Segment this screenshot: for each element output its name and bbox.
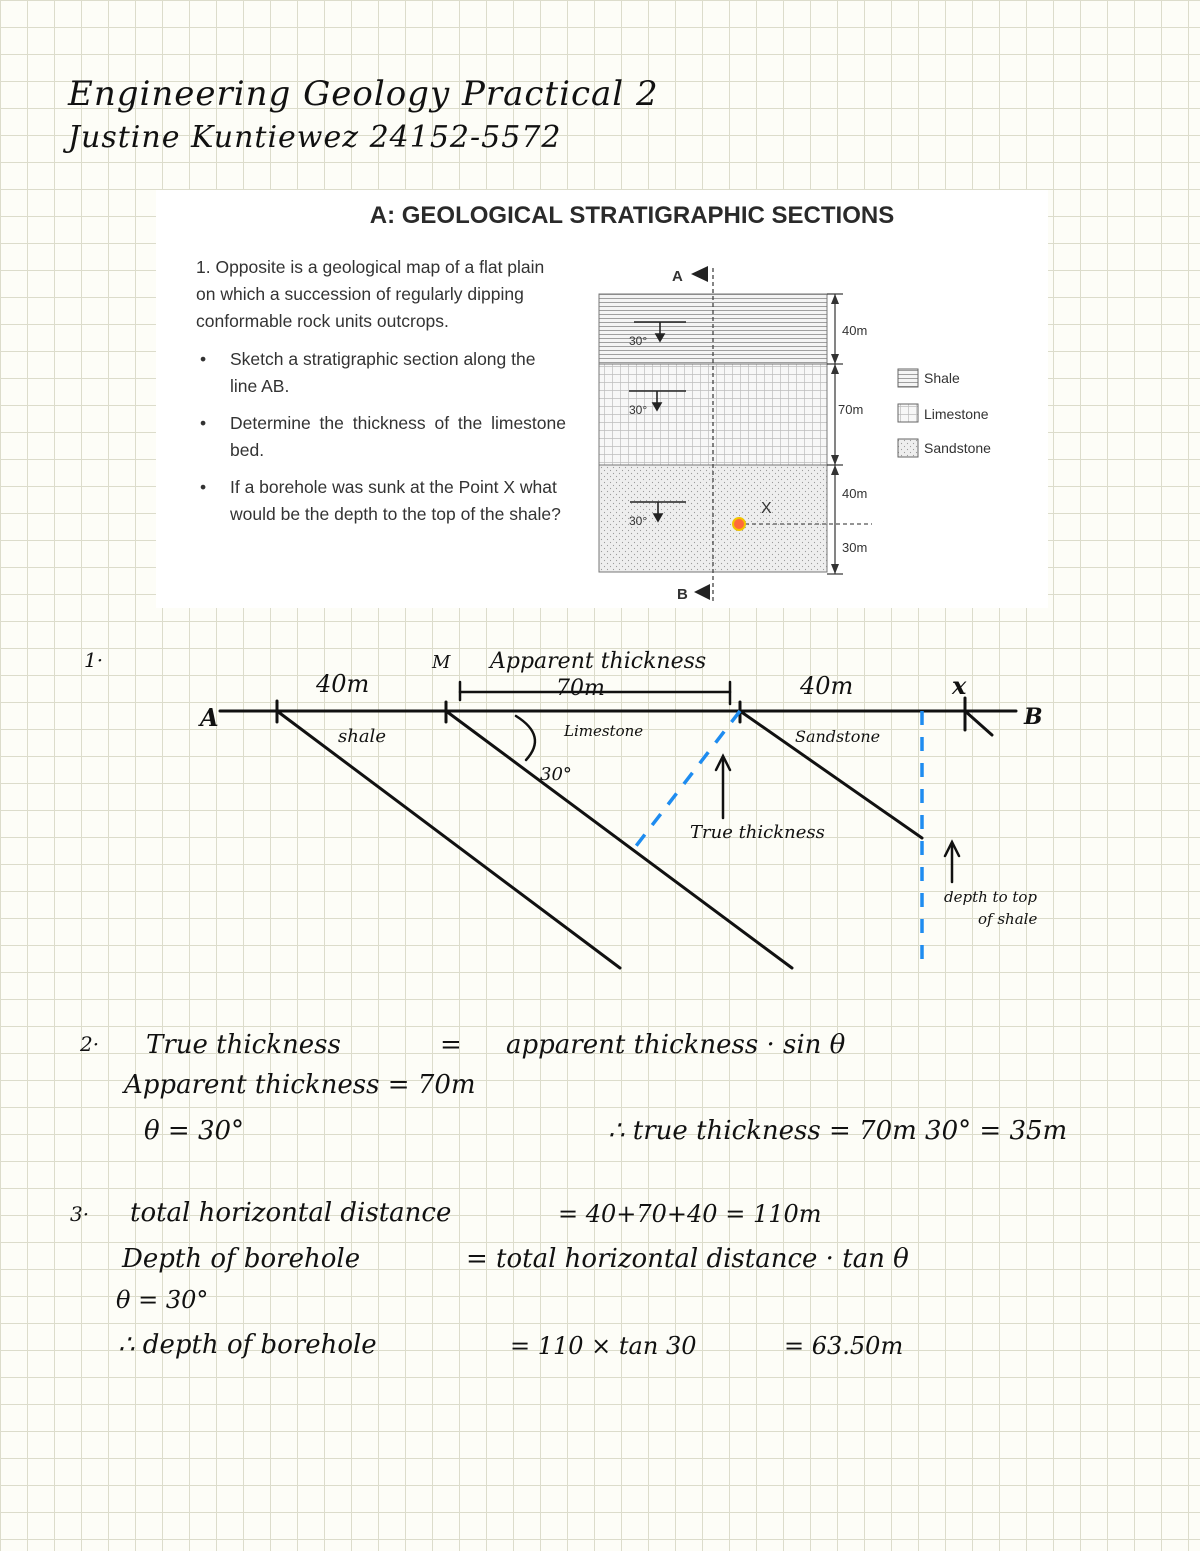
equation-text: True thickness — [146, 1030, 341, 1060]
dimension-label: 40m — [842, 486, 868, 501]
equation-text: = total horizontal distance · tan θ — [466, 1244, 909, 1274]
question-number: 1· — [84, 648, 104, 672]
equation-text: Apparent thickness = 70m — [124, 1070, 476, 1100]
worksheet-bullet: • Sketch a stratigraphic section along the line AB. — [230, 346, 566, 400]
shale-label: shale — [338, 726, 386, 747]
equation-text: apparent thickness · sin θ — [506, 1030, 846, 1060]
point-x-label: X — [761, 500, 772, 517]
true-thickness-label: True thickness — [690, 822, 825, 843]
dimension-label: 40m — [842, 323, 868, 338]
section-label-a: A — [672, 268, 683, 285]
equation-text: θ = 30° — [116, 1286, 209, 1314]
worksheet-heading: A: GEOLOGICAL STRATIGRAPHIC SECTIONS — [369, 202, 895, 229]
note-title: Engineering Geology Practical 2 — [68, 74, 659, 114]
question-number: 3· — [70, 1202, 90, 1226]
sandstone-width-label: 40m — [800, 672, 854, 700]
answer-result: = 110 × tan 30 — [510, 1332, 697, 1360]
equation-text: Depth of borehole — [122, 1244, 361, 1274]
apparent-thickness-caption: Apparent thickness — [490, 649, 707, 674]
sandstone-label: Sandstone — [795, 727, 881, 746]
dimension-label: 30m — [842, 540, 868, 555]
question-number: 2· — [80, 1032, 100, 1056]
answer-result: ∴ true thickness = 70m 30° = 35m — [608, 1116, 1068, 1146]
author-line: Justine Kuntiewez 24152-5572 — [68, 120, 562, 155]
worksheet-bullet: • Determine the thickness of the limestone bed. — [230, 410, 566, 464]
sketch-label-x: x — [952, 671, 967, 700]
answer-result: = 63.50m — [784, 1332, 904, 1360]
equation-text: = 40+70+40 = 110m — [558, 1200, 822, 1228]
dip-label: 30° — [629, 403, 648, 417]
sketch-label-a: A — [200, 703, 219, 732]
depth-note: depth to top — [944, 888, 1038, 906]
depth-note: of shale — [978, 910, 1038, 928]
apparent-thickness-value: 70m — [556, 676, 605, 701]
sketch-label-b: B — [1024, 704, 1043, 730]
legend-label: Sandstone — [924, 440, 991, 456]
limestone-label: Limestone — [564, 722, 644, 740]
angle-arc-icon — [516, 716, 535, 760]
angle-label: 30° — [540, 764, 572, 785]
dip-label: 30° — [629, 514, 648, 528]
equation-text: = — [440, 1030, 462, 1060]
worksheet-question: 1. Opposite is a geological map of a flat plain on which a succession of regularly dipping conformable rock units outcrops. — [196, 257, 545, 331]
dip-label: 30° — [629, 334, 648, 348]
worksheet-bullet: • If a borehole was sunk at the Point X what would be the depth to the top of the shale? — [230, 474, 566, 528]
equation-text: total horizontal distance — [130, 1198, 452, 1228]
dimension-label: 70m — [838, 402, 864, 417]
shale-bed-line — [277, 711, 620, 968]
legend-label: Limestone — [924, 406, 989, 422]
shale-width-label: 40m — [316, 670, 370, 698]
section-label-b: B — [677, 586, 688, 603]
sketch-label-m: M — [432, 652, 451, 673]
answer-result: ∴ depth of borehole — [118, 1330, 377, 1360]
equation-text: θ = 30° — [144, 1116, 245, 1146]
legend-label: Shale — [924, 370, 960, 386]
